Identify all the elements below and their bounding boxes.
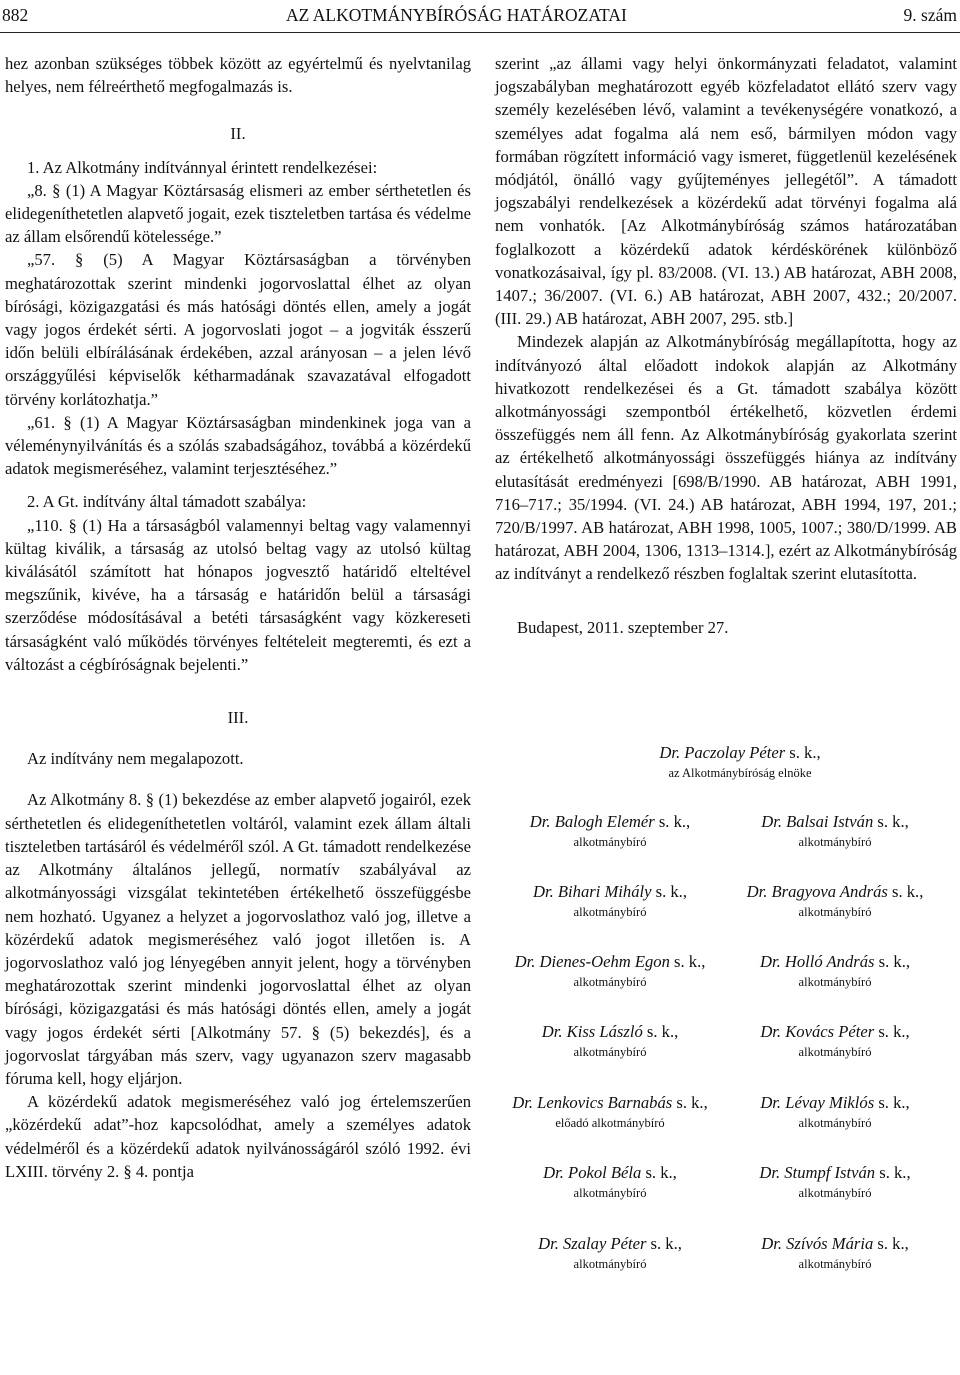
signer-suffix: s. k., <box>646 1234 682 1253</box>
quoted-provision: „8. § (1) A Magyar Köztársaság elismeri az ember sérthetetlen és elidegeníthetetlen alapvető jogait, ezek tiszteletben tartása és védelme az állam elsőrendű kötelessége.” <box>5 180 471 247</box>
signer-role: alkotmánybíró <box>573 905 647 919</box>
signer-suffix: s. k., <box>887 882 924 901</box>
paragraph: Az indítvány nem megalapozott. <box>27 749 244 769</box>
section-heading-iii: III. <box>227 708 249 728</box>
signer-suffix: s. k., <box>873 1234 909 1253</box>
signature-president <box>575 742 905 782</box>
signer-suffix: s. k., <box>642 1022 679 1041</box>
signer-role: alkotmánybíró <box>798 1045 872 1059</box>
signer-name: Dr. Pokol Béla <box>543 1163 642 1182</box>
signer-name: Dr. Lévay Miklós <box>760 1093 875 1112</box>
signer-role: alkotmánybíró <box>798 1186 872 1200</box>
left-column <box>5 52 471 1183</box>
section-heading-ii: II. <box>230 124 246 144</box>
signer-name: Dr. Bragyova András <box>746 882 888 901</box>
signer-name: Dr. Kiss László <box>541 1022 643 1041</box>
header-rule <box>0 32 960 33</box>
signature-judge <box>712 811 958 851</box>
signer-role: alkotmánybíró <box>573 1045 647 1059</box>
signer-role: alkotmánybíró <box>573 975 647 989</box>
signature-judge <box>480 1092 740 1132</box>
paragraph: Az Alkotmány 8. § (1) bekezdése az ember alapvető jogairól, ezek sérthetetlen és elidegeníthetetlen voltáról, valamint ezek állam általi tiszteletben tartásáról és védelméről szól. A Gt. támadott rendelkezése az Alkotmány általános jellegű, normatív szabályával az alkotmányossági vizsgálat tekintetében értékelhető összefüggésbe nem hozható. Ugyanez a helyzet a jogorvoslathoz való jog, illetve a közérdekű adatok megismeréséhez való jogot illetően is. A jogorvoslathoz való jog lényegében annyit jelent, hogy a törvényben meghatározottak szerint mindenki jogorvoslattal élhet az olyan bírósági, közigazgatási és más hatósági döntés ellen, amely a jogát vagy jogos érdekét sérti [Alkotmány 57. § (5) bekezdés], és a jogorvoslat tárgyában más szerv, vagy ugyanazon szerv magasabb fóruma kell, hogy eljárjon. <box>5 790 471 1088</box>
signer-name: Dr. Bihari Mihály <box>533 882 652 901</box>
signature-judge <box>712 1233 958 1273</box>
right-column <box>495 52 957 639</box>
signer-role: alkotmánybíró <box>798 835 872 849</box>
signer-suffix: s. k., <box>654 812 691 831</box>
signer-suffix: s. k., <box>669 952 706 971</box>
signer-suffix: s. k., <box>874 952 910 971</box>
quoted-provision: „61. § (1) A Magyar Köztársaságban mindenkinek joga van a véleménynyilvánítás és a szólás szabadságához, továbbá a közérdekű adatok megismeréséhez, valamint terjesztéséhez.” <box>5 412 471 479</box>
signer-role: az Alkotmánybíróság elnöke <box>668 766 812 780</box>
signature-judge <box>480 881 740 921</box>
signer-suffix: s. k., <box>875 1163 911 1182</box>
signer-role: alkotmánybíró <box>798 905 872 919</box>
signer-suffix: s. k., <box>874 1022 910 1041</box>
signer-role: alkotmánybíró <box>573 835 647 849</box>
signature-judge <box>480 1233 740 1273</box>
publication-title: AZ ALKOTMÁNYBÍRÓSÁG HATÁROZATAI <box>286 5 627 25</box>
signature-judge <box>480 1021 740 1061</box>
quoted-provision: „57. § (5) A Magyar Köztársaságban a törvényben meghatározottak szerint mindenki jogorvoslattal élhet az olyan bírósági, közigazgatási és más hatósági döntés ellen, amely a jogát vagy jogos érdekét sérti. A jogorvoslati jogot – a jogviták ésszerű időn belüli elbírálásának érdekében, azzal arányosan – a jelen lévő országgyűlési képviselők kétharmadának szavazatával elfogadott törvény korlátozhatja.” <box>5 250 471 409</box>
signer-name: Dr. Paczolay Péter <box>659 743 786 762</box>
signer-name: Dr. Balogh Elemér <box>529 812 655 831</box>
signature-judge <box>712 1021 958 1061</box>
signer-role: alkotmánybíró <box>798 1257 872 1271</box>
paragraph: szerint „az állami vagy helyi önkormányzati feladatot, valamint jogszabályban meghatározott egyéb közfeladatot ellátó szerv vagy személy kezelésében lévő, valamint a tevékenységére vonatkozó, a személyes adat fogalma alá nem eső, bármilyen módon vagy formában rögzített információ vagy ismeret, függetlenül kezelésének módjától, önálló vagy gyűjteményes jellegétől”. A támadott jogszabályi rendelkezések a közérdekű adat törvényi fogalma alá nem vonhatók. [Az Alkotmánybíróság számos határozatában foglalkozott a közérdekű adatok kérdéskörének különböző vonatkozásaival, így pl. 83/2008. (VI. 13.) AB határozat, ABH 2008, 1407.; 36/2007. (VI. 6.) AB határozat, ABH 2007, 432.; 20/2007. (III. 29.) AB határozat, ABH 2007, 295. stb.] <box>495 54 957 329</box>
signature-judge <box>712 1092 958 1132</box>
signer-name: Dr. Stumpf István <box>759 1163 876 1182</box>
paragraph: Mindezek alapján az Alkotmánybíróság megállapította, hogy az indítványozó által előadott indokok alapján az Alkotmány hivatkozott rendelkezései és a Gt. támadott szabálya között alkotmányossági szempontból értékelhető, közvetlen érdemi összefüggés nem áll fenn. Az Alkotmánybíróság gyakorlata szerint az értékelhető alkotmányossági összefüggés hiánya az indítvány elutasítását eredményezi [698/B/1990. AB határozat, ABH 1991, 716–717.; 35/1994. (VI. 24.) AB határozat, ABH 1994, 197, 201.; 720/B/1997. AB határozat, ABH 1998, 1005, 1007.; 380/D/1999. AB határozat, ABH 2004, 1306, 1313–1314.], ezért az Alkotmánybíróság az indítványt a rendelkező részben foglaltak szerint elutasította. <box>495 332 957 584</box>
signature-judge <box>480 1162 740 1202</box>
signature-judge <box>712 1162 958 1202</box>
signer-role: alkotmánybíró <box>573 1186 647 1200</box>
signer-role: előadó alkotmánybíró <box>555 1116 665 1130</box>
signature-judge <box>712 881 958 921</box>
signer-suffix: s. k., <box>785 743 821 762</box>
signature-judge <box>712 951 958 991</box>
signer-role: alkotmánybíró <box>573 1257 647 1271</box>
signer-suffix: s. k., <box>874 1093 910 1112</box>
signer-suffix: s. k., <box>641 1163 677 1182</box>
issue-number: 9. szám <box>903 5 957 25</box>
page-header <box>0 0 960 32</box>
signature-judge <box>480 811 740 851</box>
signer-name: Dr. Szívós Mária <box>761 1234 874 1253</box>
quoted-provision: „110. § (1) Ha a társaságból valamennyi beltag vagy valamennyi kültag kiválik, a társaság az utolsó beltag vagy az utolsó kültag kiválásától számított hat hónapos jogvesztő határidő elteltével megszűnik, kivéve, ha a társaság e határidőn belül a társasági szerződése módosításával a betéti társaságként vagy közkereseti társaságként való működés törvényes feltételeit megteremti, és ezt a változást a cégbíróságnak bejelenti.” <box>5 515 471 674</box>
paragraph: 2. A Gt. indítvány által támadott szabálya: <box>27 492 307 512</box>
page-number: 882 <box>2 5 29 25</box>
signature-judge <box>480 951 740 991</box>
signer-suffix: s. k., <box>873 812 909 831</box>
paragraph: 1. Az Alkotmány indítvánnyal érintett rendelkezései: <box>27 157 378 177</box>
signer-name: Dr. Kovács Péter <box>760 1022 875 1041</box>
signer-suffix: s. k., <box>651 882 687 901</box>
signer-name: Dr. Szalay Péter <box>538 1234 647 1253</box>
signer-suffix: s. k., <box>672 1093 708 1112</box>
signer-name: Dr. Holló András <box>760 952 875 971</box>
signer-role: alkotmánybíró <box>798 1116 872 1130</box>
signer-name: Dr. Lenkovics Barnabás <box>512 1093 673 1112</box>
signer-name: Dr. Dienes-Oehm Egon <box>514 952 670 971</box>
paragraph: A közérdekű adatok megismeréséhez való jog értelemszerűen „közérdekű adat”-hoz kapcsolódhat, amely a személyes adatok védelméről és a közérdekű adatok nyilvánosságáról szóló 1992. évi LXIII. törvény 2. § 4. pontja <box>5 1092 471 1181</box>
paragraph: hez azonban szükséges többek között az egyértelmű és nyelvtanilag helyes, nem félreérthető megfogalmazás is. <box>5 54 471 97</box>
signer-role: alkotmánybíró <box>798 975 872 989</box>
signer-name: Dr. Balsai István <box>761 812 874 831</box>
place-and-date: Budapest, 2011. szeptember 27. <box>517 617 729 637</box>
